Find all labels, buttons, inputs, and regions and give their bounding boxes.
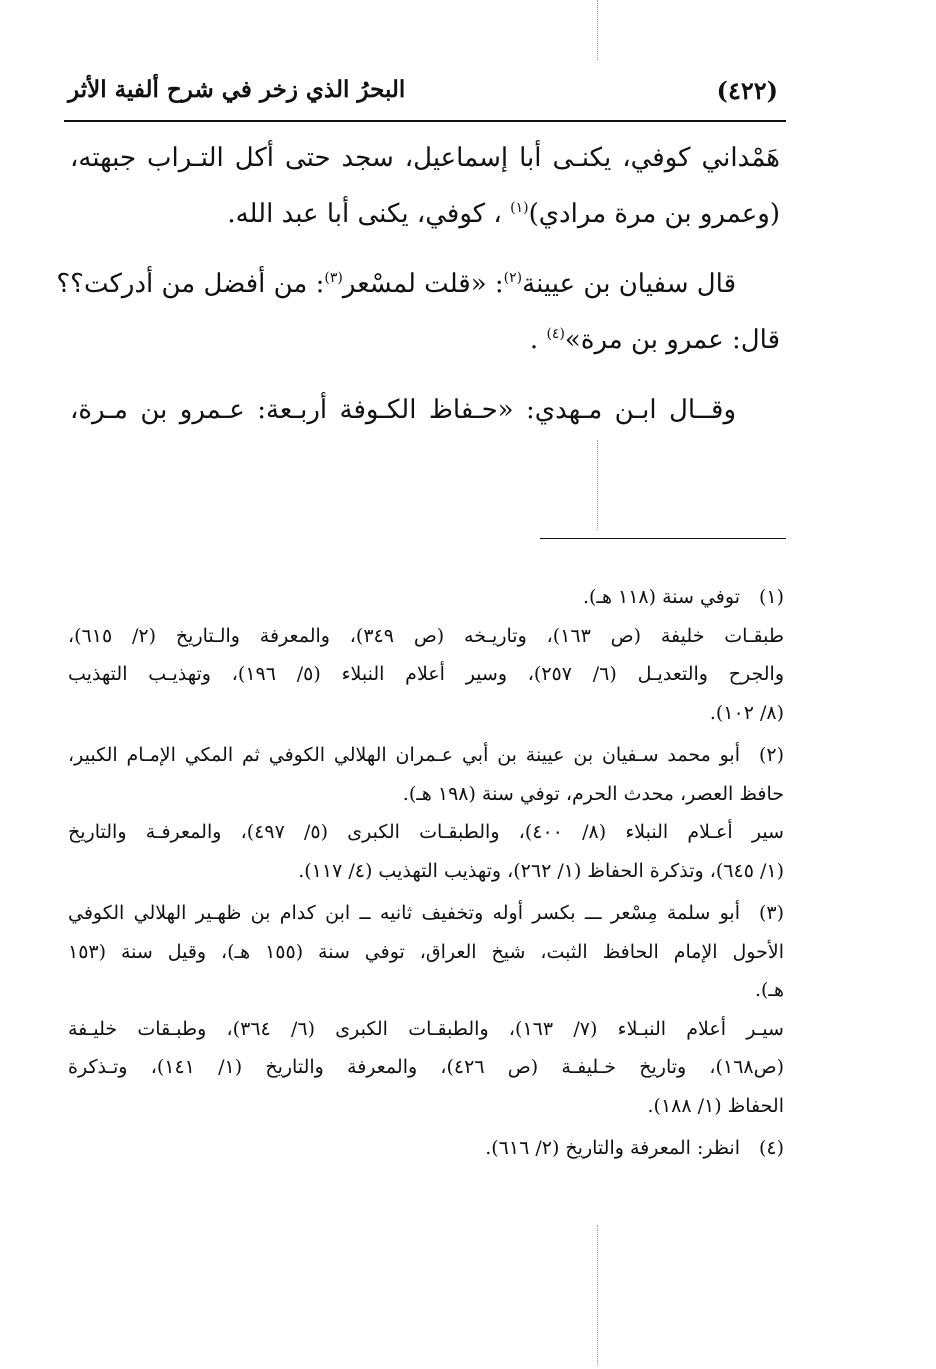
text-segment: قال سفيان بن عيينة <box>522 269 736 299</box>
footnote-line: طبقـات خليفة (ص ١٦٣)، وتاريـخه (ص ٣٤٩)، والمعرفة والـتاريخ (٢/ ٦١٥)، <box>68 624 784 647</box>
text-segment: : من أفضل من أدركت؟؟ <box>56 269 325 299</box>
footnote-line: سيـر أعلام النبـلاء (٧/ ١٦٣)، والطبقـات الكبرى (٦/ ٣٦٤)، وطبـقات خليـفة <box>68 1017 784 1040</box>
footnote-1 <box>68 578 784 732</box>
paragraph-2 <box>56 256 780 368</box>
paragraph-3 <box>70 382 780 438</box>
footnote-line: توفي سنة (١١٨ هـ). <box>582 586 740 608</box>
footnote-ref-1: (١) <box>510 200 529 216</box>
text-line <box>70 186 780 242</box>
footnote-number: (١) <box>758 586 784 608</box>
footnotes <box>68 578 784 1172</box>
footnote-number: (٤) <box>758 1137 784 1159</box>
footnote-ref-2: (٢) <box>503 270 523 286</box>
footnote-line: (١/ ٦٤٥)، وتذكرة الحفاظ (١/ ٢٦٢)، وتهذيب التهذيب (٤/ ١١٧). <box>298 859 784 882</box>
footnote-ref-3: (٣) <box>324 270 343 286</box>
text-segment: . <box>529 325 547 355</box>
footnote-3 <box>68 894 784 1125</box>
footnote-line: الحفاظ (١/ ١٨٨). <box>647 1094 784 1117</box>
footnote-4 <box>68 1129 784 1168</box>
text-segment: ، كوفي، يكنى أبا عبد الله. <box>227 199 502 229</box>
footnote-body <box>68 894 784 1125</box>
footnote-ref-4: (٤) <box>546 326 565 342</box>
footnote-line: الأحول الإمام الحافظ الثبت، شيخ العراق، توفي سنة (١٥٥ هـ)، وقيل سنة (١٥٣ <box>68 940 784 963</box>
footnote-line: هـ). <box>754 979 784 1001</box>
text-segment: قال: عمرو بن مرة» <box>564 325 780 355</box>
footnote-separator <box>540 538 786 539</box>
book-title: البحرُ الذي زخر في شرح ألفية الأثر <box>68 76 406 103</box>
text-line <box>70 312 780 368</box>
footnote-line: حافظ العصر، محدث الحرم، توفي سنة (١٩٨ هـ). <box>402 782 784 805</box>
footnote-number: (٢) <box>758 744 784 766</box>
footnote-line: سير أعـلام النبلاء (٨/ ٤٠٠)، والطبقـات الكبرى (٥/ ٤٩٧)، والمعرفـة والتاريخ <box>68 821 784 843</box>
text-segment: : «قلت لمسْعر <box>342 269 504 299</box>
text-line: هَمْداني كوفي، يكنـى أبا إسماعيل، سجد حتى أكل التـراب جبهته، <box>70 143 780 173</box>
main-text <box>56 130 780 452</box>
footnote-body <box>68 578 784 732</box>
footnote-body <box>68 736 784 890</box>
paragraph-1 <box>70 130 780 242</box>
footnote-line: أبو محمد سـفيان بن عيينة بن أبي عـمران الهلالي الكوفي ثم المكي الإمـام الكبير، <box>68 744 740 766</box>
text-segment: (وعمرو بن مرة مرادي) <box>528 199 780 229</box>
footnote-line: (٨/ ١٠٢). <box>709 701 784 724</box>
footnote-line: (ص١٦٨)، وتاريخ خـليفـة (ص ٤٢٦)، والمعرفة والتاريخ (١/ ١٤١)، وتـذكرة <box>68 1056 784 1078</box>
footnote-number: (٣) <box>758 902 784 924</box>
footnote-2 <box>68 736 784 890</box>
scan-artifact-mark <box>597 1225 598 1365</box>
scan-artifact-mark <box>597 440 598 530</box>
footnote-line: أبو سلمة مِسْعر ـــ بكسر أوله وتخفيف ثانيه ــ ابن كدام بن ظهـير الهلالي الكوفي <box>68 902 740 924</box>
scan-artifact-mark <box>597 0 598 60</box>
page-number: (٤٢٢) <box>716 76 778 105</box>
footnote-line: انظر: المعرفة والتاريخ (٢/ ٦١٦). <box>485 1137 740 1159</box>
text-line: وقــال ابـن مـهدي: «حـفاظ الكـوفة أربـعة: عـمرو بن مـرة، <box>70 395 736 425</box>
text-line <box>56 256 736 312</box>
footnote-line: والجرح والتعديـل (٦/ ٢٥٧)، وسير أعلام النبلاء (٥/ ١٩٦)، وتهذيـب التهذيب <box>68 663 785 685</box>
running-header <box>64 70 784 118</box>
footnote-body <box>68 1129 784 1168</box>
header-rule <box>64 120 786 122</box>
